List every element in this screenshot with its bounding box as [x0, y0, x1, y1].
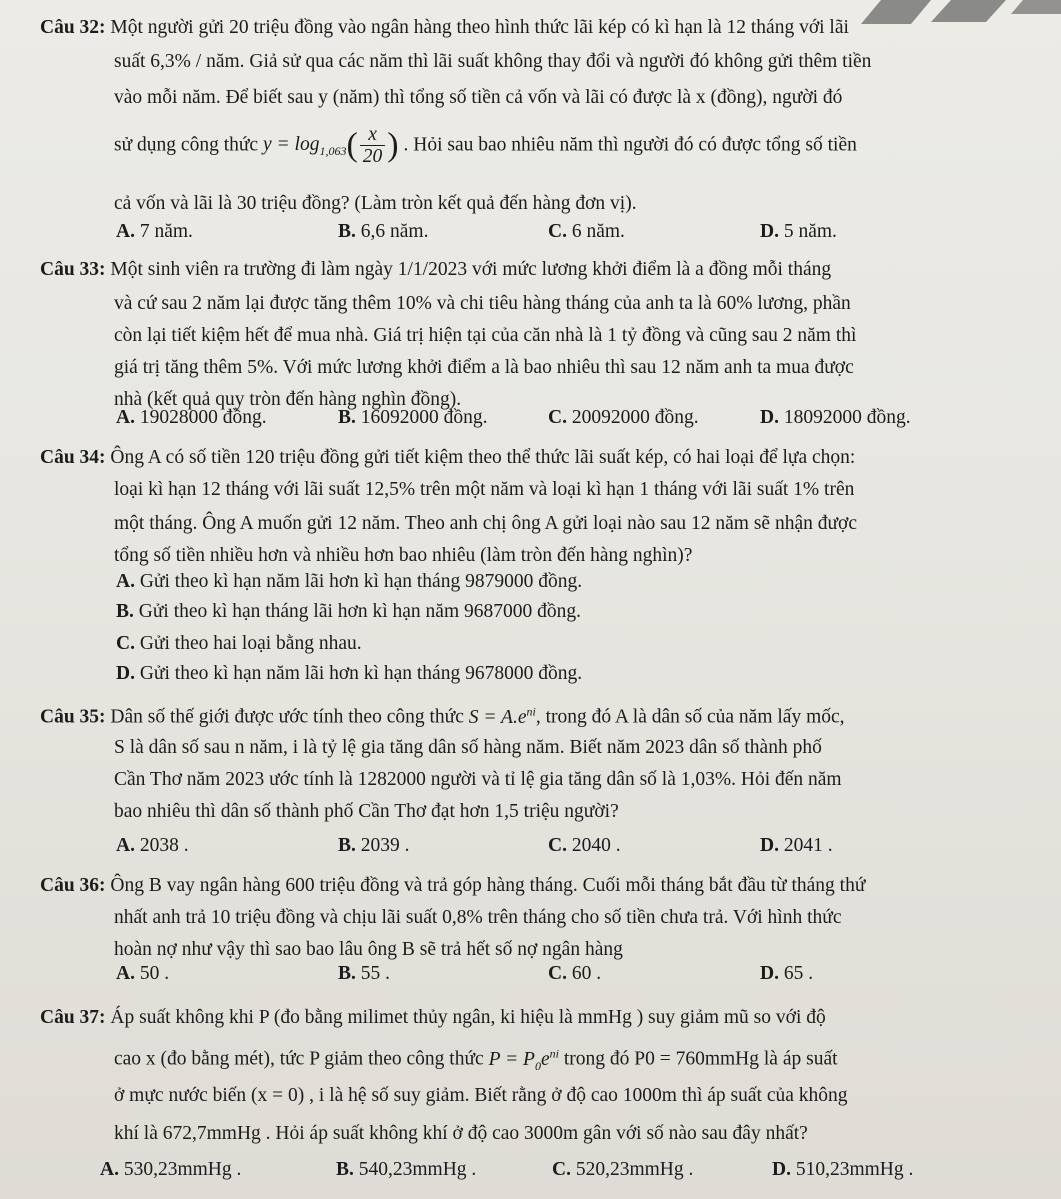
option-label: D. [760, 963, 779, 984]
question-number: Câu 35: [40, 706, 106, 728]
question-number: Câu 37: [40, 1007, 106, 1028]
option-d[interactable] [760, 406, 911, 429]
option-label: D. [760, 407, 779, 428]
option-text: 65 . [783, 963, 814, 984]
option-label: B. [338, 221, 356, 242]
option-label: B. [338, 835, 356, 856]
option-text: 2039 . [360, 835, 410, 856]
question-formula-line [114, 124, 857, 168]
question-number: Câu 33: [40, 259, 106, 280]
option-d[interactable] [772, 1158, 913, 1181]
option-text: 5 năm. [783, 221, 837, 242]
question-text: hoàn nợ như vậy thì sao bao lâu ông B sẽ trả hết số nợ ngân hàng [114, 939, 623, 960]
question-text: khí là 672,7mmHg . Hỏi áp suất không khí ở độ cao 3000m gân với số nào sau đây nhất? [114, 1123, 808, 1144]
question-text: . Hỏi sau bao nhiêu năm thì người đó có được tổng số tiền [403, 134, 857, 156]
question-text: một tháng. Ông A muốn gửi 12 năm. Theo anh chị ông A gửi loại nào sau 12 năm sẽ nhận được [114, 513, 858, 534]
option-a[interactable] [116, 834, 189, 857]
question-text: vào mỗi năm. Để biết sau y (năm) thì tổng số tiền cả vốn và lãi có được là x (đồng), người đó [114, 87, 843, 108]
option-c[interactable] [548, 962, 601, 985]
question-text: ở mực nước biến (x = 0) , i là hệ số suy giảm. Biết rằng ở độ cao 1000m thì áp suất của không [114, 1085, 848, 1106]
question-text: nhà (kết quả quy tròn đến hàng nghìn đồng). [114, 389, 462, 410]
option-b[interactable] [338, 220, 428, 243]
option-label: A. [116, 963, 135, 984]
question-text: Áp suất không khi P (đo bằng milimet thủy ngân, ki hiệu là mmHg ) suy giảm mũ so với độ [110, 1007, 826, 1028]
option-text: 530,23mmHg . [123, 1159, 242, 1180]
option-label: A. [116, 221, 135, 242]
option-text: 2038 . [139, 835, 189, 856]
option-a[interactable] [100, 1158, 241, 1181]
question-text: Dân số thế giới được ước tính theo công thức [110, 706, 464, 728]
question-text: Một người gửi 20 triệu đồng vào ngân hàng theo hình thức lãi kép có kì hạn là 12 tháng với lãi [110, 17, 849, 38]
option-label: C. [548, 221, 567, 242]
question-34-line-1 [40, 446, 855, 469]
question-text: sử dụng công thức [114, 134, 259, 156]
option-b[interactable] [116, 600, 581, 623]
formula-exponent: ni [526, 704, 536, 718]
option-label: B. [336, 1159, 354, 1180]
option-label: B. [116, 601, 134, 622]
option-d[interactable] [760, 962, 813, 985]
question-text: Ông B vay ngân hàng 600 triệu đồng và trả góp hàng tháng. Cuối mỗi tháng bắt đầu từ tháng thứ [110, 875, 866, 896]
question-36-line-1 [40, 874, 865, 897]
option-c[interactable] [548, 406, 699, 429]
option-d[interactable] [760, 834, 833, 857]
option-text: 50 . [139, 963, 170, 984]
option-c[interactable] [116, 632, 362, 655]
question-text: còn lại tiết kiệm hết để mua nhà. Giá trị hiện tại của căn nhà là 1 tỷ đồng và cũng sau 2 năm thì [114, 325, 857, 346]
option-c[interactable] [552, 1158, 693, 1181]
question-number: Câu 34: [40, 447, 106, 468]
option-a[interactable] [116, 570, 582, 593]
option-c[interactable] [548, 834, 621, 857]
option-label: B. [338, 963, 356, 984]
option-label: A. [116, 835, 135, 856]
option-label: C. [548, 835, 567, 856]
option-b[interactable] [338, 962, 390, 985]
question-formula-line [114, 1046, 838, 1073]
formula-denominator: 20 [362, 146, 383, 168]
question-text: nhất anh trả 10 triệu đồng và chịu lãi suất 0,8% trên tháng cho số tiền chưa trả. Với hình thức [114, 907, 842, 928]
question-text: Một sinh viên ra trường đi làm ngày 1/1/2023 với mức lương khởi điểm là a đồng mỗi tháng [110, 259, 832, 280]
formula-subscript: 0 [534, 1058, 541, 1073]
option-text: 19028000 đồng. [139, 407, 267, 428]
option-text: 540,23mmHg . [358, 1159, 477, 1180]
log-formula: $y = \log_{1,063}$( $\frac{x}{20}$ ) [262, 124, 399, 168]
option-a[interactable] [116, 220, 193, 243]
question-37-line-1 [40, 1006, 826, 1029]
option-label: C. [552, 1159, 571, 1180]
formula-exponent: ni [549, 1046, 559, 1060]
option-text: 520,23mmHg . [575, 1159, 694, 1180]
option-b[interactable] [338, 834, 410, 857]
question-text: loại kì hạn 12 tháng với lãi suất 12,5% trên một năm và loại kì hạn 1 tháng với lãi suất 1% trên [114, 479, 855, 500]
question-number: Câu 36: [40, 875, 106, 896]
question-33-line-1 [40, 258, 831, 281]
question-35-line-1 [40, 704, 845, 729]
option-text: 7 năm. [139, 221, 193, 242]
formula-base: e [540, 1048, 550, 1070]
question-number: Câu 32: [40, 17, 106, 38]
option-text: 60 . [571, 963, 602, 984]
question-text: bao nhiêu thì dân số thành phố Cần Thơ đạt hơn 1,5 triệu người? [114, 801, 619, 822]
question-text: S là dân số sau n năm, i là tỷ lệ gia tăng dân số hàng năm. Biết năm 2023 dân số thành phố [114, 737, 822, 758]
option-d[interactable] [116, 662, 582, 685]
population-formula [468, 704, 536, 728]
pressure-formula [488, 1046, 559, 1073]
option-label: C. [548, 407, 567, 428]
option-text: Gửi theo kì hạn năm lãi hơn kì hạn tháng 9879000 đồng. [139, 571, 583, 592]
option-text: 2041 . [783, 835, 833, 856]
formula-text: P = P [488, 1048, 535, 1070]
question-text: trong đó P0 = 760mmHg là áp suất [563, 1048, 838, 1070]
option-text: 18092000 đồng. [783, 407, 911, 428]
option-text: 55 . [360, 963, 391, 984]
option-a[interactable] [116, 962, 169, 985]
question-text: , trong đó A là dân số của năm lấy mốc, [535, 706, 845, 728]
option-label: B. [338, 407, 356, 428]
question-text: giá trị tăng thêm 5%. Với mức lương khởi điểm a là bao nhiêu thì sau 12 năm anh ta mua được [114, 357, 854, 378]
option-a[interactable] [116, 406, 267, 429]
option-label: D. [116, 663, 135, 684]
option-c[interactable] [548, 220, 625, 243]
option-label: D. [760, 221, 779, 242]
option-text: Gửi theo hai loại bằng nhau. [139, 633, 362, 654]
option-b[interactable] [338, 406, 488, 429]
formula-text: S = A.e [468, 706, 527, 728]
option-label: D. [772, 1159, 791, 1180]
question-text: Ông A có số tiền 120 triệu đồng gửi tiết kiệm theo thể thức lãi suất kép, có hai loại để lựa chọn: [110, 447, 856, 468]
question-text: và cứ sau 2 năm lại được tăng thêm 10% và chi tiêu hàng tháng của anh ta là 60% lương, phần [114, 293, 851, 314]
option-label: A. [100, 1159, 119, 1180]
question-text: tổng số tiền nhiều hơn và nhiều hơn bao nhiêu (làm tròn đến hàng nghìn)? [114, 545, 693, 566]
formula-lhs: y = log [262, 134, 320, 156]
formula-numerator: x [360, 124, 386, 146]
option-b[interactable] [336, 1158, 476, 1181]
question-32-line-1 [40, 16, 849, 39]
option-label: C. [548, 963, 567, 984]
option-label: A. [116, 571, 135, 592]
option-label: C. [116, 633, 135, 654]
option-text: Gửi theo kì hạn năm lãi hơn kì hạn tháng 9678000 đồng. [139, 663, 583, 684]
option-text: 2040 . [571, 835, 621, 856]
option-label: D. [760, 835, 779, 856]
option-d[interactable] [760, 220, 837, 243]
option-text: 6,6 năm. [360, 221, 429, 242]
formula-base: 1,063 [319, 144, 347, 159]
question-text: cao x (đo bằng mét), tức P giảm theo công thức [114, 1048, 484, 1070]
option-text: 16092000 đồng. [360, 407, 488, 428]
option-text: 6 năm. [571, 221, 625, 242]
question-text: Cần Thơ năm 2023 ước tính là 1282000 người và tỉ lệ gia tăng dân số là 1,03%. Hỏi đến năm [114, 769, 842, 790]
question-text: suất 6,3% / năm. Giả sử qua các năm thì lãi suất không thay đổi và người đó không gửi thêm tiền [114, 51, 872, 72]
question-text: cả vốn và lãi là 30 triệu đồng? (Làm tròn kết quả đến hàng đơn vị). [114, 193, 637, 214]
option-text: 20092000 đồng. [571, 407, 699, 428]
option-label: A. [116, 407, 135, 428]
option-text: Gửi theo kì hạn tháng lãi hơn kì hạn năm 9687000 đồng. [138, 601, 582, 622]
option-text: 510,23mmHg . [795, 1159, 914, 1180]
